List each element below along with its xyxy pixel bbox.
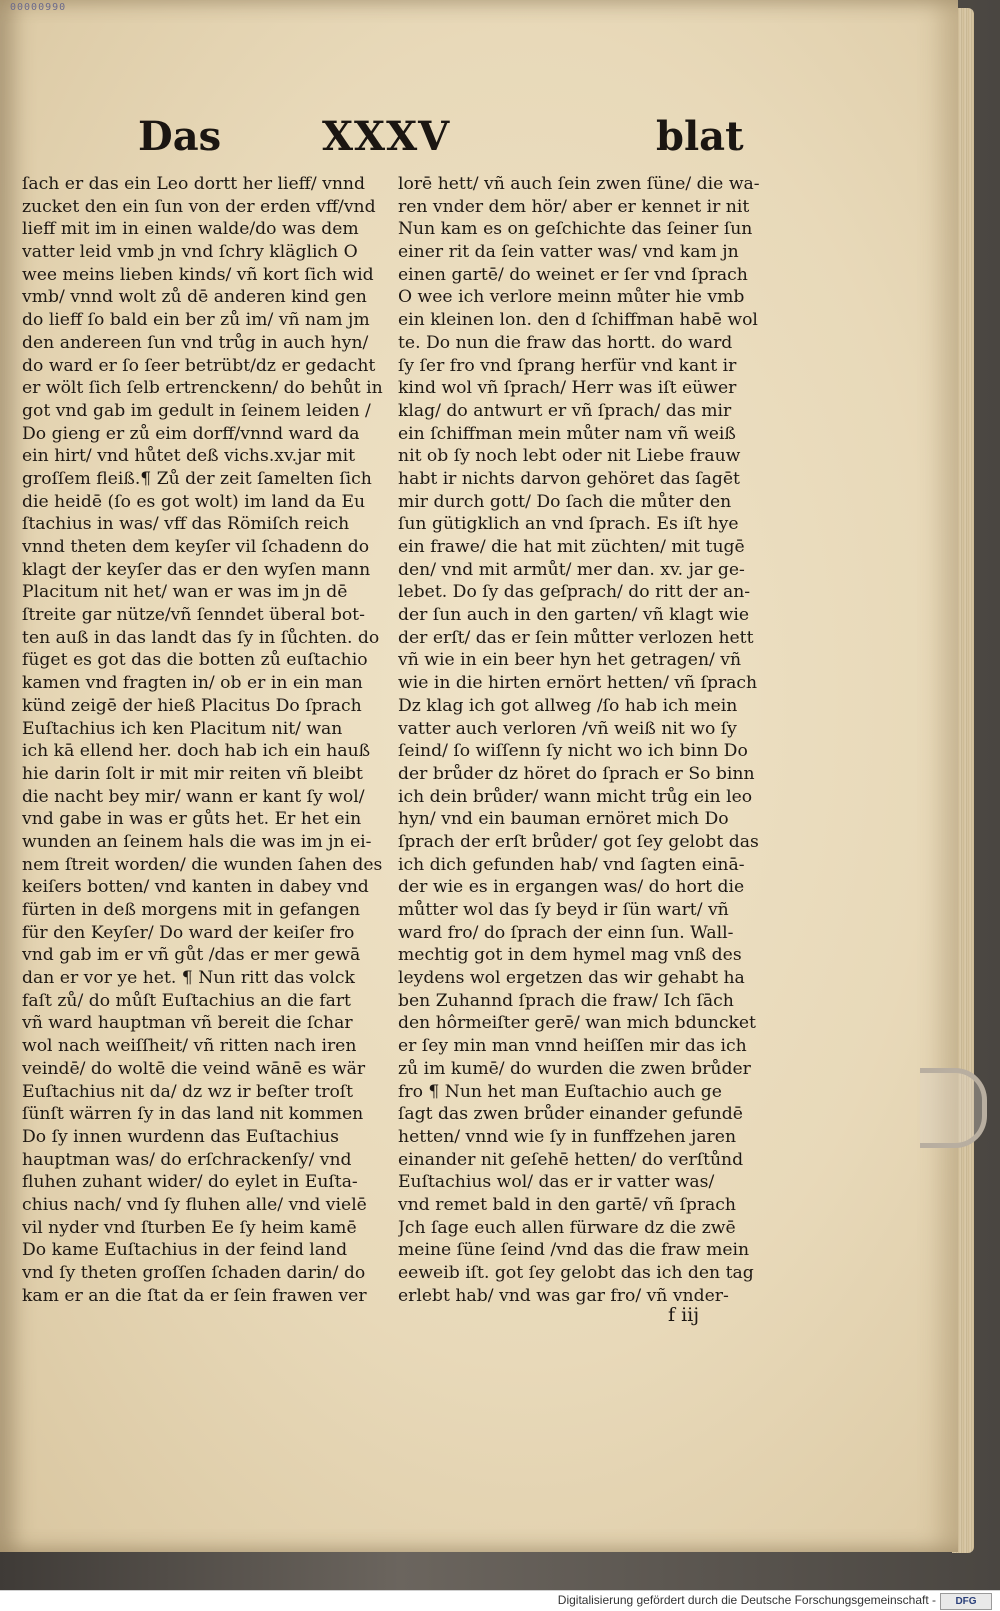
text-line: die nacht bey mir/ wann er kant ſy wol/ bbox=[22, 786, 365, 807]
text-line: te. Do nun die fraw das hortt. do ward bbox=[398, 332, 733, 353]
text-line: eeweib iſt. got ſey gelobt das ich den tag bbox=[398, 1263, 754, 1283]
text-line: nit ob ſy noch lebt oder nit Liebe frauw bbox=[398, 446, 741, 467]
text-line: ren vnder dem hör/ aber er kennet ir nit bbox=[398, 196, 750, 217]
text-line: hyn/ vnd ein bauman ernöret mich Do bbox=[398, 809, 729, 830]
text-line: fro ¶ Nun het man Euſtachio auch ge bbox=[398, 1081, 722, 1102]
text-line: hie darin ſolt ir mit mir reiten vñ bleibt bbox=[22, 763, 363, 784]
text-line: faſt zů/ do můſt Euſtachius an die fart bbox=[22, 990, 351, 1011]
text-line: klag/ do antwurt er vñ ſprach/ das mir bbox=[398, 400, 732, 421]
text-line: nem ſtreit worden/ die wunden ſahen des bbox=[22, 854, 383, 875]
text-line: vnnd theten dem keyſer vil ſchadenn do bbox=[22, 537, 370, 557]
footer-bar bbox=[0, 1590, 1000, 1611]
folio-number: XXXV bbox=[322, 113, 451, 160]
text-line: mir durch gott/ Do ſach die můter den bbox=[398, 491, 732, 512]
text-line: zů im kumē/ do wurden die zwen brůder bbox=[398, 1058, 751, 1079]
text-line: do lieff ſo bald ein ber zů im/ vñ nam jm bbox=[22, 310, 370, 331]
text-line: Do gieng er zů eim dorff/vnnd ward da bbox=[22, 423, 360, 444]
text-line: den andereen ſun vnd trůg in auch hyn/ bbox=[22, 332, 369, 353]
text-line: vnd remet bald in den gartē/ vñ ſprach bbox=[398, 1194, 736, 1215]
text-line: vñ wie in ein beer hyn het getragen/ vñ bbox=[398, 650, 742, 671]
text-line: für den Keyſer/ Do ward der keiſer fro bbox=[22, 922, 355, 943]
text-line: ich dich gefunden hab/ vnd ſagten einā- bbox=[398, 854, 745, 875]
text-line: ein hirt/ vnd hůtet deß vichs.xv.jar mit bbox=[22, 446, 356, 467]
text-line: Dz klag ich got allweg /ſo hab ich mein bbox=[398, 695, 738, 716]
text-line: mechtig got in dem hymel mag vnß des bbox=[398, 945, 742, 966]
text-line: kamen vnd fragten in/ ob er in ein man bbox=[22, 673, 363, 694]
text-line: der ſun auch in den garten/ vñ klagt wie bbox=[398, 605, 750, 626]
text-line: keiſers botten/ vnd kanten in dabey vnd bbox=[22, 877, 369, 898]
text-line: wol nach weiſſheit/ vñ ritten nach iren bbox=[22, 1036, 357, 1057]
text-line: leydens wol ergetzen das wir gehabt ha bbox=[398, 968, 745, 989]
text-column-left bbox=[22, 173, 384, 1307]
text-line: ſtreite gar nütze/vñ ſenndet überal bot- bbox=[22, 605, 365, 626]
text-line: vnd gabe in was er gůts het. Er het ein bbox=[22, 809, 362, 830]
text-line: veindē/ do woltē die veind wānē es wär bbox=[22, 1058, 366, 1079]
text-line: wie in die hirten ernört hetten/ vñ ſprach bbox=[398, 673, 758, 694]
text-line: ich dein brůder/ wann micht trůg ein leo bbox=[398, 786, 753, 807]
text-line: Euſtachius ich ken Placitum nit/ wan bbox=[22, 718, 343, 739]
text-line: wee meins lieben kinds/ vñ kort ſich wid bbox=[22, 264, 374, 285]
text-line: dan er vor ye het. ¶ Nun ritt das volck bbox=[22, 968, 355, 989]
text-line: got vnd gab im gedult in ſeinem leiden / bbox=[22, 400, 371, 421]
text-line: füget es got das die botten zů euſtachio bbox=[22, 650, 368, 671]
text-line: ſünſt wärren ſy in das land nit kommen bbox=[22, 1104, 364, 1125]
text-line: kam er an die ſtat da er ſein frawen ver bbox=[22, 1285, 367, 1306]
text-line: hetten/ vnnd wie ſy in funffzehen jaren bbox=[398, 1126, 737, 1147]
dfg-logo-icon: DFG bbox=[940, 1593, 992, 1610]
text-line: der wie es in ergangen was/ do hort die bbox=[398, 877, 745, 898]
text-line: ein frawe/ die hat mit züchten/ mit tugē bbox=[398, 537, 745, 557]
text-line: chius nach/ vnd ſy fluhen alle/ vnd vielē bbox=[22, 1194, 367, 1215]
text-line: Do kame Euſtachius in der feind land bbox=[22, 1240, 348, 1261]
text-line: fürten in deß morgens mit in gefangen bbox=[22, 900, 361, 920]
text-line: ſagt das zwen brůder einander gefundē bbox=[398, 1104, 743, 1125]
text-line: einer rit da ſein vatter was/ vnd kam jn bbox=[398, 242, 739, 263]
running-head-left: Das bbox=[138, 113, 222, 160]
text-line: ſun gütigklich an vnd ſprach. Es iſt hye bbox=[398, 514, 739, 535]
text-line: wunden an ſeinem hals die was im jn ei- bbox=[22, 831, 372, 852]
text-line: groſſem fleiß.¶ Zů der zeit ſamelten ſich bbox=[22, 468, 372, 489]
running-head bbox=[0, 112, 958, 162]
text-line: ſtachius in was/ vff das Römiſch reich bbox=[22, 514, 350, 535]
text-line: einander nit geſehē hetten/ do verſtůnd bbox=[398, 1149, 744, 1170]
text-line: den hôrmeiſter gerē/ wan mich bduncket bbox=[398, 1013, 756, 1034]
text-line: Placitum nit het/ wan er was im jn dē bbox=[22, 582, 348, 603]
text-line: ten auß in das landt das ſy in ſůchten. do bbox=[22, 627, 380, 648]
text-line: ein kleinen lon. den d ſchiffman habē wol bbox=[398, 310, 758, 331]
footer-credit: Digitalisierung gefördert durch die Deutsche Forschungsgemeinschaft - bbox=[557, 1593, 936, 1607]
text-line: hauptman was/ do erſchrackenſy/ vnd bbox=[22, 1149, 352, 1170]
text-line: er wölt ſich ſelb ertrenckenn/ do behůt in bbox=[22, 378, 383, 399]
text-line: die heidē (ſo es got wolt) im land da Eu bbox=[22, 491, 366, 512]
text-line: do ward er ſo ſeer betrübt/dz er gedacht bbox=[22, 355, 376, 376]
text-line: den/ vnd mit armůt/ mer dan. xv. jar ge- bbox=[398, 559, 745, 580]
text-column-right bbox=[398, 173, 760, 1307]
text-line: ſach er das ein Leo dortt her lieff/ vnnd bbox=[22, 174, 365, 194]
text-line: Euſtachius nit da/ dz wz ir beſter troſt bbox=[22, 1081, 354, 1102]
text-line: O wee ich verlore meinn můter hie vmb bbox=[398, 287, 745, 308]
text-line: kind wol vñ ſprach/ Herr was iſt eüwer bbox=[398, 378, 737, 399]
text-line: erlebt hab/ vnd was gar fro/ vñ vnder- bbox=[398, 1285, 729, 1306]
text-line: der erſt/ das er ſein můtter verlozen hett bbox=[398, 627, 754, 648]
text-line: vñ ward hauptman vñ bereit die ſchar bbox=[22, 1013, 353, 1034]
text-line: vnd gab im er vñ gůt /das er mer gewā bbox=[22, 945, 361, 966]
text-line: vil nyder vnd ſturben Ee ſy heim kamē bbox=[22, 1217, 357, 1238]
text-line: ſy ſer fro vnd ſprang herfür vnd kant ir bbox=[398, 355, 737, 376]
scan-stamp: 00000990 bbox=[10, 2, 67, 13]
text-line: vmb/ vnnd wolt zů dē anderen kind gen bbox=[22, 287, 367, 308]
text-line: meine ſüne ſeind /vnd das die fraw mein bbox=[398, 1240, 750, 1261]
text-line: Nun kam es on geſchichte das ſeiner ſun bbox=[398, 219, 753, 240]
book-clip bbox=[920, 1068, 987, 1148]
text-line: ward fro/ do ſprach der einn ſun. Wall- bbox=[398, 922, 734, 943]
text-line: einen gartē/ do weinet er ſer vnd ſprach bbox=[398, 264, 748, 285]
text-line: der brůder dz höret do ſprach er So binn bbox=[398, 763, 755, 784]
text-line: vatter leid vmb jn vnd ſchry kläglich O bbox=[22, 242, 358, 263]
text-line: Jch ſage euch allen fürware dz die zwē bbox=[398, 1217, 736, 1238]
text-line: ſprach der erſt brůder/ got ſey gelobt das bbox=[398, 831, 759, 852]
text-line: vnd ſy theten groſſen ſchaden darin/ do bbox=[22, 1263, 366, 1283]
text-line: künd zeigē der hieß Placitus Do ſprach bbox=[22, 695, 362, 716]
text-line: ben Zuhannd ſprach die fraw/ Ich ſāch bbox=[398, 990, 734, 1011]
text-line: ich kā ellend her. doch hab ich ein hauß bbox=[22, 741, 371, 762]
text-line: er ſey min man vnnd heiſſen mir das ich bbox=[398, 1036, 747, 1057]
text-line: ein ſchiffman mein můter nam vñ weiß bbox=[398, 423, 736, 444]
text-line: klagt der keyſer das er den wyſen mann bbox=[22, 559, 371, 580]
text-line: ſeind/ ſo wiſſenn ſy nicht wo ich binn Do bbox=[398, 741, 748, 762]
signature-mark: f iij bbox=[668, 1304, 700, 1326]
text-line: fluhen zuhant wider/ do eylet in Euſta- bbox=[22, 1172, 358, 1193]
text-line: lebet. Do ſy das geſprach/ do ritt der an- bbox=[398, 582, 751, 603]
text-line: zucket den ein ſun von der erden vff/vnd bbox=[22, 196, 376, 217]
text-line: Euſtachius wol/ das er ir vatter was/ bbox=[398, 1172, 715, 1193]
text-line: vatter auch verloren /vñ weiß nit wo ſy bbox=[398, 718, 737, 739]
running-head-right: blat bbox=[656, 113, 744, 160]
text-line: lieff mit im in einen walde/do was dem bbox=[22, 219, 359, 240]
text-line: můtter wol das ſy beyd ir ſün wart/ vñ bbox=[398, 900, 729, 920]
text-line: Do ſy innen wurdenn das Euſtachius bbox=[22, 1126, 339, 1147]
text-line: lorē hett/ vñ auch ſein zwen ſüne/ die wa- bbox=[398, 174, 760, 194]
text-line: habt ir nichts darvon gehöret das ſagēt bbox=[398, 468, 740, 489]
